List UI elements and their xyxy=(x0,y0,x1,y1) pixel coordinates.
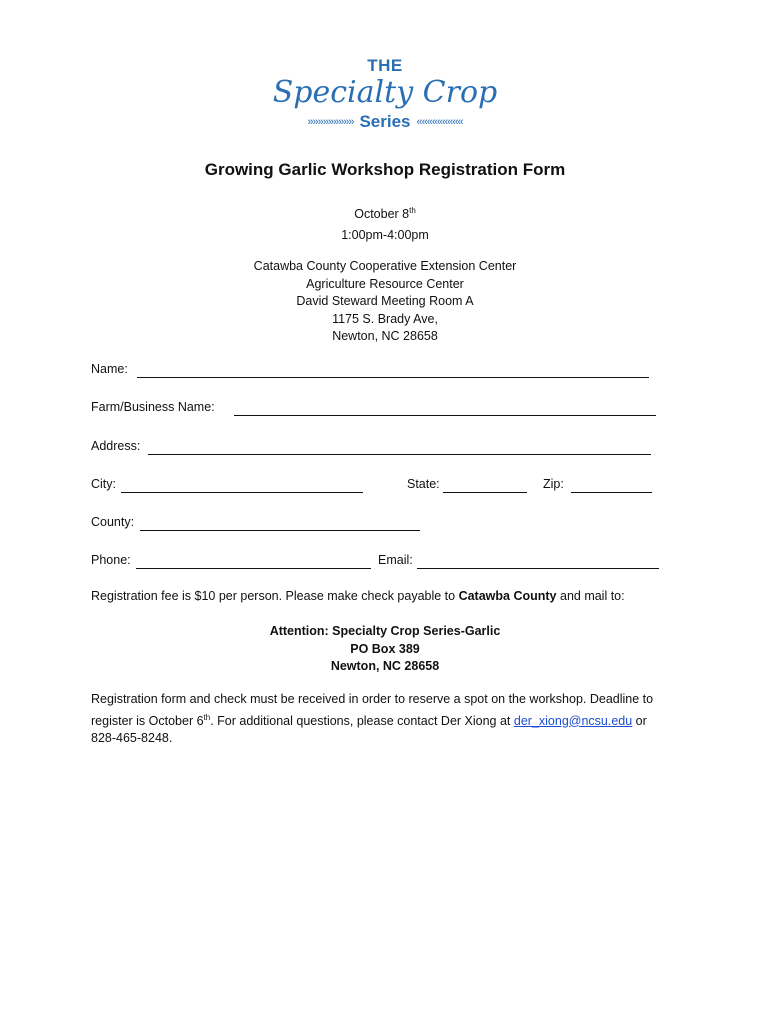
address-label: Address: xyxy=(91,439,141,453)
event-location xyxy=(0,258,770,346)
fee-paragraph xyxy=(91,588,681,606)
contact-email-link[interactable]: der_xiong@ncsu.edu xyxy=(513,713,633,728)
mail-to-line-3: Newton, NC 28658 xyxy=(330,659,440,673)
location-line-2: Agriculture Resource Center xyxy=(306,276,464,291)
county-field[interactable] xyxy=(140,530,420,531)
location-line-4: 1175 S. Brady Ave, xyxy=(332,311,438,326)
city-label: City: xyxy=(91,477,116,491)
deadline-paragraph xyxy=(91,691,671,748)
address-field[interactable] xyxy=(148,454,651,455)
phone-field[interactable] xyxy=(136,568,371,569)
name-field[interactable] xyxy=(137,377,649,378)
mail-to-line-2: PO Box 389 xyxy=(350,641,420,656)
event-time: 1:00pm-4:00pm xyxy=(341,227,429,242)
specialty-crop-series-logo xyxy=(0,56,770,132)
fee-text-before: Registration fee is $10 per person. Please make check payable to xyxy=(91,589,459,603)
fee-payee: Catawba County xyxy=(458,589,557,603)
logo-series-row xyxy=(0,112,770,132)
event-date-main: October 8 xyxy=(354,207,410,222)
email-field[interactable] xyxy=(417,568,659,569)
email-label: Email: xyxy=(378,553,413,567)
deadline-text-2: . For additional questions, please contact Der Xiong at xyxy=(210,713,514,728)
logo-left-arrows: »»»»»»»»» xyxy=(307,116,354,128)
county-label: County: xyxy=(91,515,135,529)
farm-label: Farm/Business Name: xyxy=(91,400,215,414)
location-line-3: David Steward Meeting Room A xyxy=(296,294,474,308)
farm-field[interactable] xyxy=(234,415,656,416)
zip-label: Zip: xyxy=(543,477,564,491)
location-line-1: Catawba County Cooperative Extension Center xyxy=(253,259,517,273)
logo-specialty-crop: Specialty Crop xyxy=(272,75,498,110)
state-field[interactable] xyxy=(443,492,527,493)
phone-label: Phone: xyxy=(91,553,131,567)
deadline-text-1: Registration form and check must be received in order to reserve a spot on the workshop. Deadline to register is October 6 xyxy=(91,692,654,728)
event-date-time xyxy=(0,202,770,244)
name-label: Name: xyxy=(91,362,128,376)
city-field[interactable] xyxy=(121,492,363,493)
state-label: State: xyxy=(407,477,440,491)
mail-to-line-1: Attention: Specialty Crop Series-Garlic xyxy=(269,624,501,638)
form-title: Growing Garlic Workshop Registration Form xyxy=(204,160,566,179)
deadline-sup: th xyxy=(203,712,211,722)
location-line-5: Newton, NC 28658 xyxy=(332,329,438,343)
event-date xyxy=(0,202,770,224)
logo-right-arrows: ««««««««« xyxy=(416,116,463,128)
zip-field[interactable] xyxy=(571,492,652,493)
logo-series: Series xyxy=(359,112,411,131)
event-date-sup: th xyxy=(409,206,416,215)
fee-text-after: and mail to: xyxy=(556,589,625,603)
deadline-text-3: or 828-465-8248. xyxy=(91,713,647,746)
mail-to-address xyxy=(0,623,770,676)
logo-the: THE xyxy=(367,56,403,75)
